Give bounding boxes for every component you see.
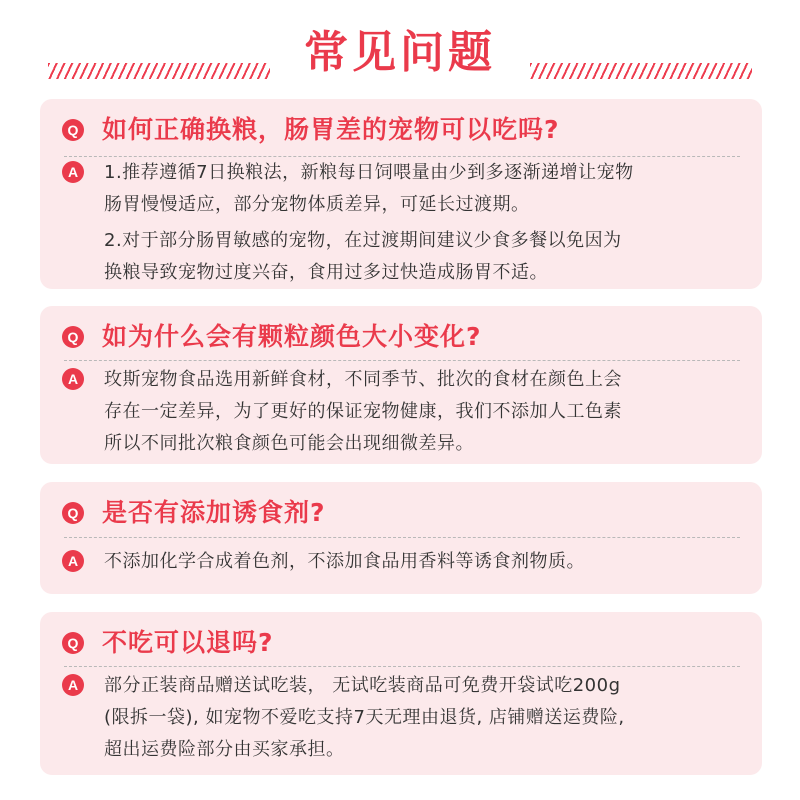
page-title: 常见问题 (304, 27, 496, 78)
answer-row (62, 157, 742, 289)
q-badge-icon: Q (62, 119, 84, 141)
answer-row (62, 670, 742, 766)
a-badge-icon: A (62, 161, 84, 183)
question-row (62, 113, 742, 147)
answer-line: 玫斯宠物食品选用新鲜食材，不同季节、批次的食材在颜色上会 (104, 369, 622, 390)
dashed-divider (64, 537, 740, 538)
q-badge-icon: Q (62, 632, 84, 654)
question-row (62, 320, 742, 354)
question-row (62, 496, 742, 530)
faq-card (40, 99, 762, 289)
dashed-divider (64, 360, 740, 361)
question-text: 如为什么会有颗粒颜色大小变化? (102, 322, 482, 351)
faq-card (40, 306, 762, 464)
faq-card (40, 612, 762, 775)
a-badge-icon: A (62, 368, 84, 390)
answer-line: 换粮导致宠物过度兴奋，食用过多过快造成肠胃不适。 (104, 262, 548, 283)
answer-line: (限拆一袋), 如宠物不爱吃支持7天无理由退货, 店铺赠送运费险, (104, 707, 625, 728)
q-badge-icon: Q (62, 326, 84, 348)
decorative-stripes-right (530, 63, 752, 79)
a-badge-icon: A (62, 550, 84, 572)
header (0, 22, 800, 92)
dashed-divider (64, 666, 740, 667)
question-text: 是否有添加诱食剂? (102, 498, 326, 527)
answer-line: 肠胃慢慢适应，部分宠物体质差异，可延长过渡期。 (104, 194, 530, 215)
q-badge-icon: Q (62, 502, 84, 524)
answer-line: 超出运费险部分由买家承担。 (104, 739, 345, 760)
answer-line: 2.对于部分肠胃敏感的宠物，在过渡期间建议少食多餐以免因为 (104, 230, 622, 251)
answer-line: 所以不同批次粮食颜色可能会出现细微差异。 (104, 433, 474, 454)
question-row (62, 626, 742, 660)
answer-line: 存在一定差异，为了更好的保证宠物健康，我们不添加人工色素 (104, 401, 622, 422)
answer-line: 1.推荐遵循7日换粮法，新粮每日饲喂量由少到多逐渐递增让宠物 (104, 162, 634, 183)
answer-row (62, 546, 742, 578)
answer-row (62, 364, 742, 460)
answer-line: 部分正装商品赠送试吃装， 无试吃装商品可免费开袋试吃200g (104, 675, 621, 696)
question-text: 如何正确换粮，肠胃差的宠物可以吃吗? (102, 115, 560, 144)
a-badge-icon: A (62, 674, 84, 696)
faq-card (40, 482, 762, 594)
question-text: 不吃可以退吗? (102, 628, 274, 657)
answer-line: 不添加化学合成着色剂，不添加食品用香料等诱食剂物质。 (104, 551, 585, 572)
